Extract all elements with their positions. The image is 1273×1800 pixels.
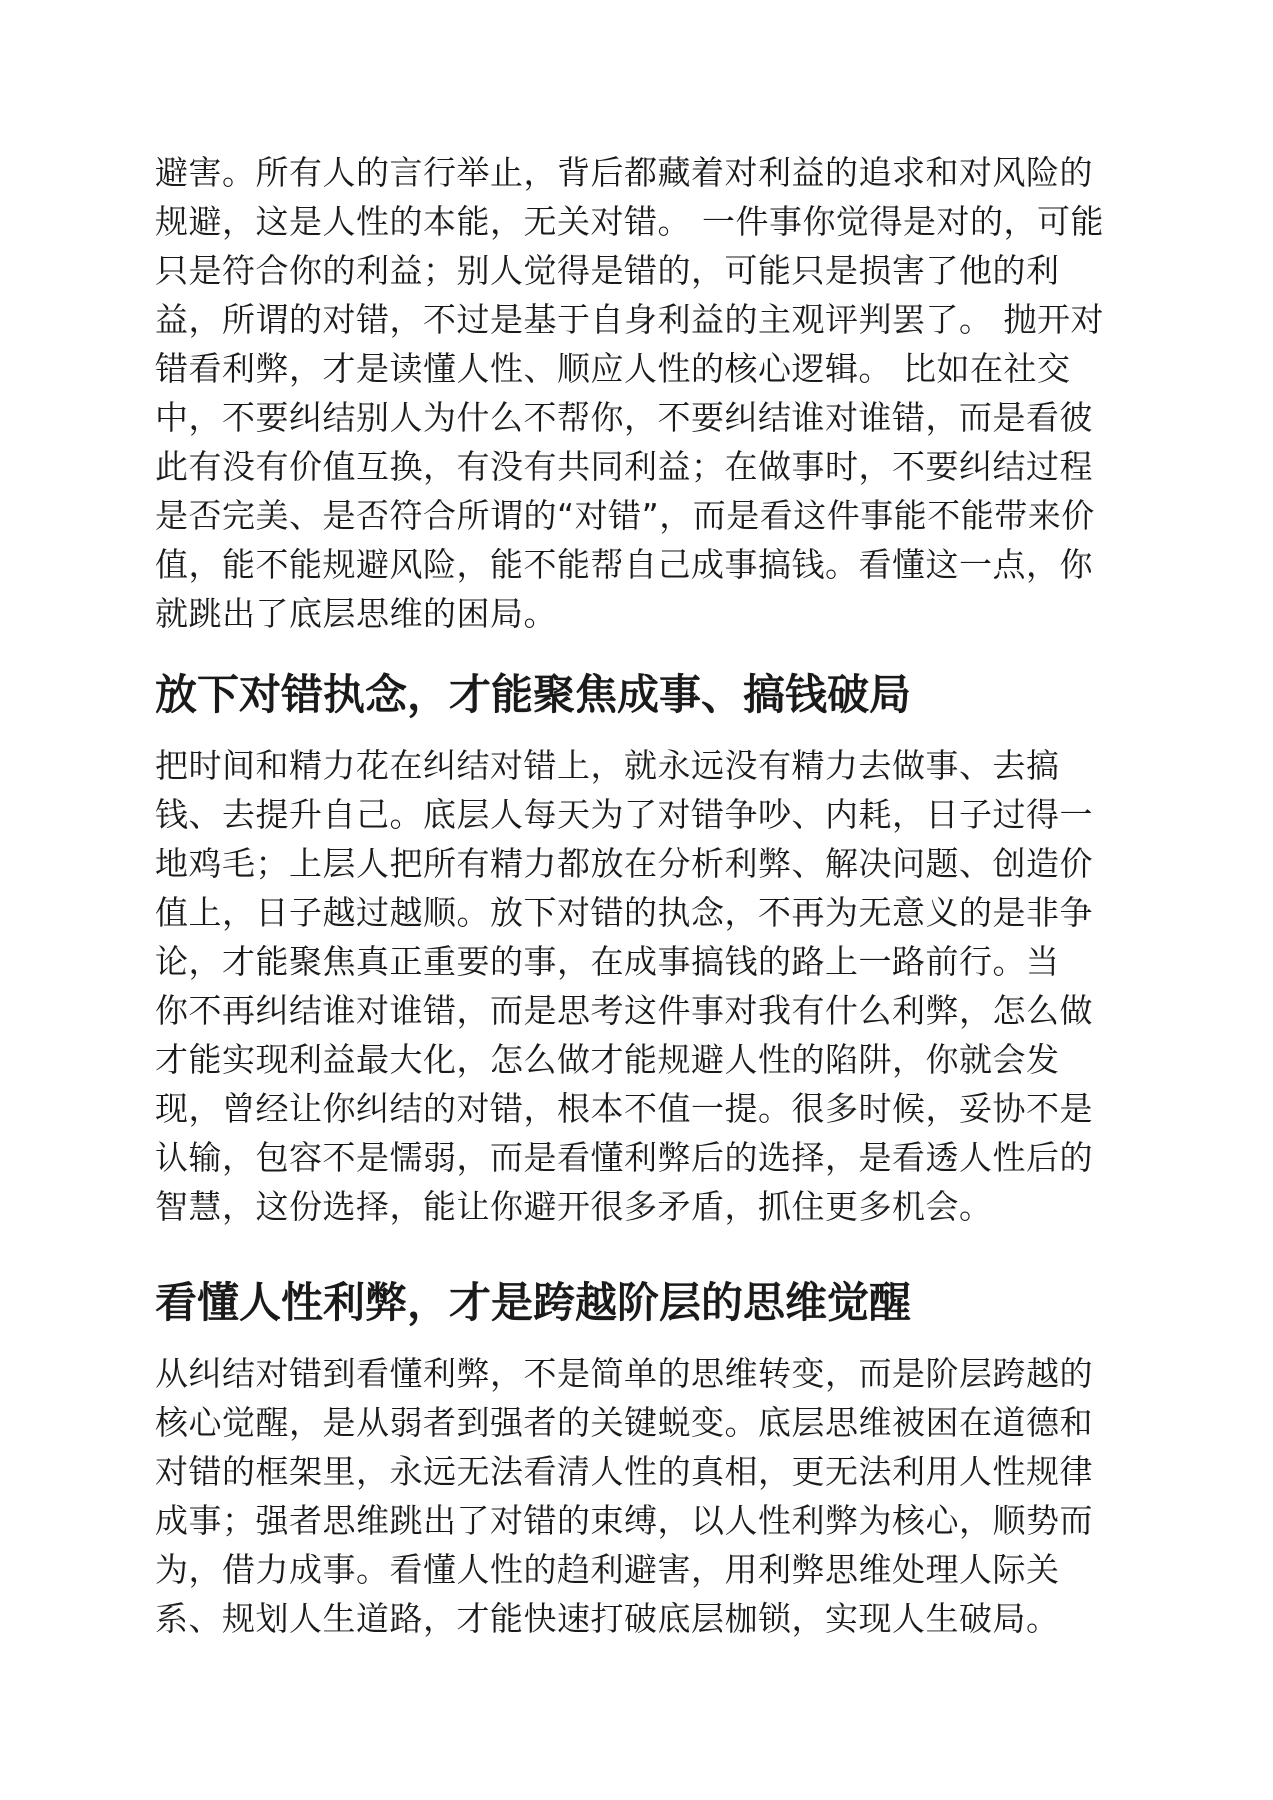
text-line: 中，不要纠结别人为什么不帮你，不要纠结谁对谁错，而是看彼	[155, 398, 1093, 437]
text-line: 值上，日子越过越顺。放下对错的执念，不再为无意义的是非争	[155, 893, 1093, 932]
text-line: 现，曾经让你纠结的对错，根本不值一提。很多时候，妥协不是	[155, 1089, 1093, 1128]
text-line: 此有没有价值互换，有没有共同利益；在做事时，不要纠结过程	[155, 447, 1093, 486]
text-line: 是否完美、是否符合所谓的“对错”，而是看这件事能不能带来价	[155, 496, 1095, 535]
text-line: 值，能不能规避风险，能不能帮自己成事搞钱。看懂这一点，你	[155, 545, 1093, 584]
text-line: 对错的框架里，永远无法看清人性的真相，更无法利用人性规律	[155, 1452, 1093, 1491]
text-line: 益，所谓的对错，不过是基于自身利益的主观评判罢了。 抛开对	[155, 300, 1104, 339]
text-line: 系、规划人生道路，才能快速打破底层枷锁，实现人生破局。	[155, 1599, 1060, 1638]
text-line: 错看利弊，才是读懂人性、顺应人性的核心逻辑。 比如在社交	[155, 349, 1071, 388]
text-line: 论，才能聚焦真正重要的事，在成事搞钱的路上一路前行。当	[155, 942, 1060, 981]
text-line: 你不再纠结谁对谁错，而是思考这件事对我有什么利弊，怎么做	[155, 991, 1093, 1030]
text-line: 认输，包容不是懦弱，而是看懂利弊后的选择，是看透人性后的	[155, 1138, 1093, 1177]
text-line: 把时间和精力花在纠结对错上，就永远没有精力去做事、去搞	[155, 746, 1060, 785]
text-line: 规避，这是人性的本能，无关对错。 一件事你觉得是对的，可能	[155, 202, 1104, 241]
text-line: 避害。所有人的言行举止，背后都藏着对利益的追求和对风险的	[155, 153, 1093, 192]
text-line: 从纠结对错到看懂利弊，不是简单的思维转变，而是阶层跨越的	[155, 1354, 1093, 1393]
section-heading: 放下对错执念，才能聚焦成事、搞钱破局	[155, 670, 912, 719]
text-line: 只是符合你的利益；别人觉得是错的，可能只是损害了他的利	[155, 251, 1060, 290]
text-line: 才能实现利益最大化，怎么做才能规避人性的陷阱，你就会发	[155, 1040, 1060, 1079]
paragraph-body	[155, 741, 1093, 1231]
paragraph-intro	[155, 148, 1104, 638]
text-line: 钱、去提升自己。底层人每天为了对错争吵、内耗，日子过得一	[155, 795, 1093, 834]
text-line: 就跳出了底层思维的困局。	[155, 594, 557, 633]
text-line: 智慧，这份选择，能让你避开很多矛盾，抓住更多机会。	[155, 1187, 993, 1226]
text-line: 为，借力成事。看懂人性的趋利避害，用利弊思维处理人际关	[155, 1550, 1060, 1589]
text-line: 成事；强者思维跳出了对错的束缚，以人性利弊为核心，顺势而	[155, 1501, 1093, 1540]
section-heading: 看懂人性利弊，才是跨越阶层的思维觉醒	[155, 1278, 912, 1327]
text-line: 地鸡毛；上层人把所有精力都放在分析利弊、解决问题、创造价	[155, 844, 1093, 883]
paragraph-body	[155, 1349, 1093, 1643]
text-line: 核心觉醒，是从弱者到强者的关键蜕变。底层思维被困在道德和	[155, 1403, 1093, 1442]
